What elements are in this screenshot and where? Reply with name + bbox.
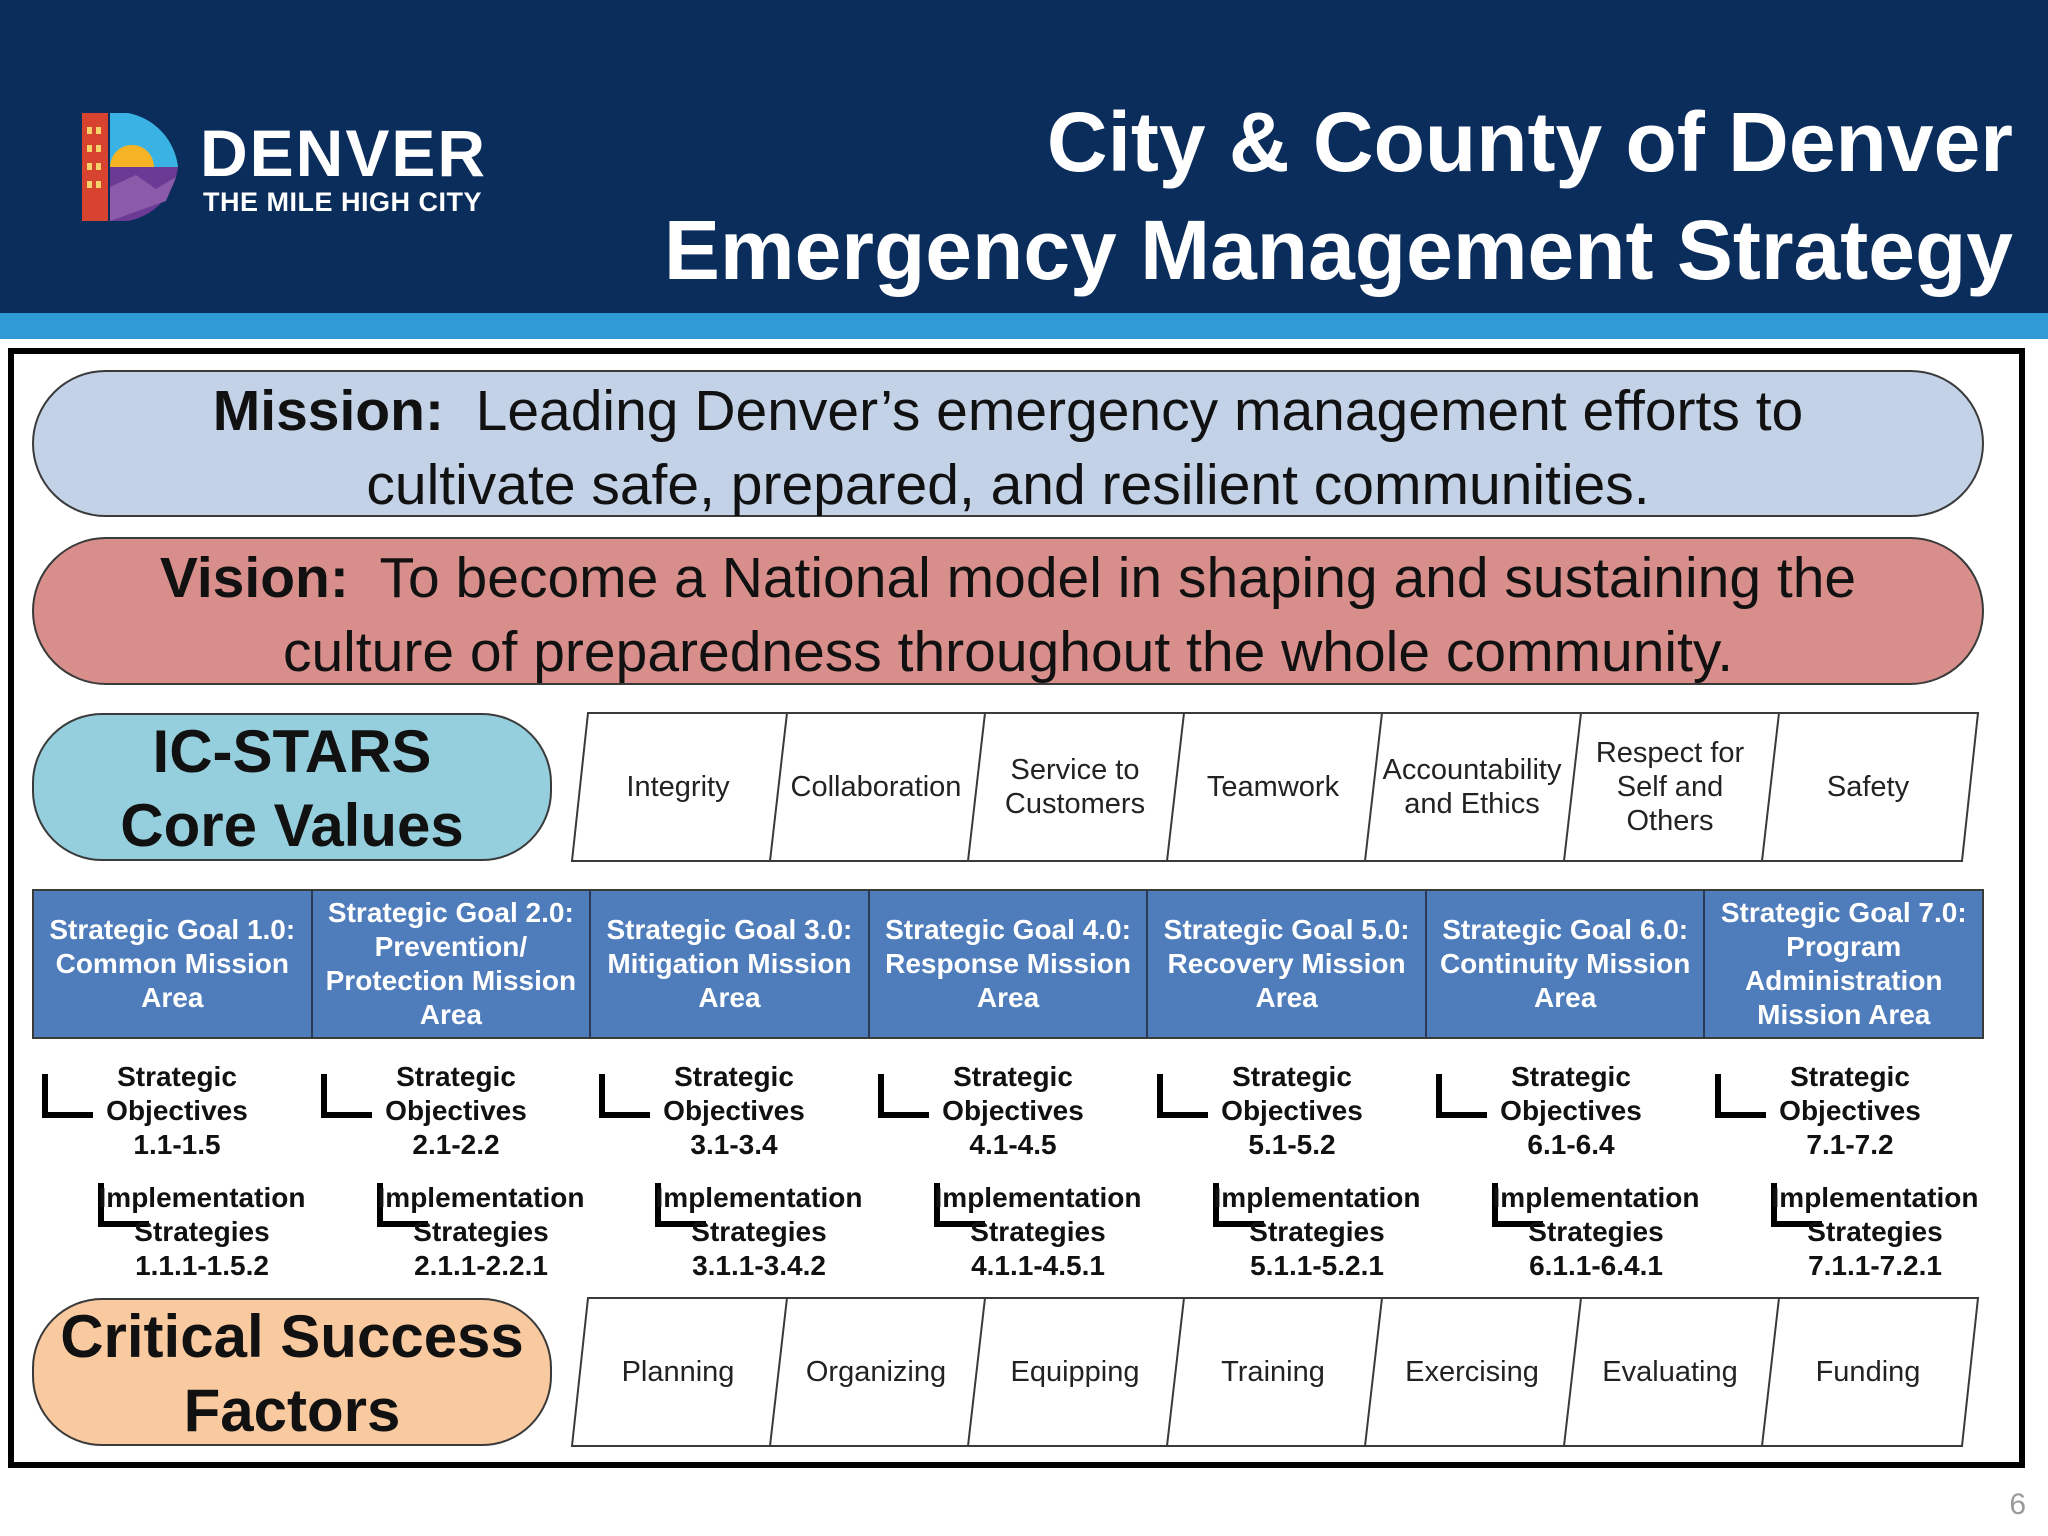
strategies-range: 6.1.1-6.4.1	[1529, 1250, 1663, 1281]
objectives-range: 4.1-4.5	[969, 1129, 1057, 1160]
header-accent-stripe	[0, 313, 2048, 339]
objectives-label: Strategic Objectives	[1221, 1061, 1363, 1126]
mission-label: Mission:	[212, 379, 444, 443]
strategies-label: Implementation Strategies	[1492, 1182, 1700, 1247]
mission-line1: Leading Denver’s emergency management efforts to	[475, 379, 1804, 443]
goal-name: Recovery Mission Area	[1167, 948, 1406, 1013]
strategies-label: Implementation Strategies	[655, 1182, 863, 1247]
goal-name: Prevention/ Protection Mission Area	[325, 931, 577, 1030]
denver-logo-icon	[80, 105, 180, 227]
objectives-label: Strategic Objectives	[385, 1061, 527, 1126]
core-value-item: Collaboration	[790, 771, 962, 803]
strategies-label: Implementation Strategies	[98, 1182, 306, 1247]
vision-line1: To become a National model in shaping and sustaining the	[379, 546, 1857, 610]
implementation-strategies-1	[32, 1181, 311, 1291]
objectives-label: Strategic Objectives	[106, 1061, 248, 1126]
csf-title-line1: Critical Success	[60, 1303, 524, 1370]
objectives-range: 1.1-1.5	[133, 1129, 221, 1160]
csf-item: Exercising	[1405, 1356, 1539, 1388]
strategic-objectives-2	[311, 1060, 590, 1170]
strategic-objectives-4	[868, 1060, 1147, 1170]
objectives-range: 6.1-6.4	[1527, 1129, 1615, 1160]
objectives-label: Strategic Objectives	[1779, 1061, 1921, 1126]
objectives-label: Strategic Objectives	[942, 1061, 1084, 1126]
strategic-goal-3	[591, 891, 870, 1037]
strategies-range: 5.1.1-5.2.1	[1250, 1250, 1384, 1281]
strategic-goal-4	[870, 891, 1149, 1037]
strategies-range: 3.1.1-3.4.2	[692, 1250, 826, 1281]
core-value-item: Respect for Self and Others	[1595, 737, 1745, 837]
strategic-goal-1	[34, 891, 313, 1037]
critical-success-factors-title	[32, 1298, 552, 1446]
core-values-title-line1: IC-STARS	[152, 718, 432, 785]
objectives-label: Strategic Objectives	[1500, 1061, 1642, 1126]
goal-name: Program Administration Mission Area	[1744, 931, 1943, 1030]
goal-name: Common Mission Area	[55, 948, 289, 1013]
core-value-item: Service to Customers	[1004, 754, 1146, 820]
implementation-strategies-3	[589, 1181, 868, 1291]
core-value-item: Accountability and Ethics	[1382, 754, 1562, 820]
strategic-objectives-1	[32, 1060, 311, 1170]
objectives-range: 5.1-5.2	[1248, 1129, 1336, 1160]
vision-label: Vision:	[159, 546, 349, 610]
strategies-range: 7.1.1-7.2.1	[1808, 1250, 1942, 1281]
implementation-strategies-5	[1147, 1181, 1426, 1291]
objectives-range: 2.1-2.2	[412, 1129, 500, 1160]
goal-name: Continuity Mission Area	[1439, 948, 1691, 1013]
goal-heading: Strategic Goal 4.0:	[885, 914, 1131, 945]
page-number: 6	[2009, 1488, 2026, 1521]
strategies-label: Implementation Strategies	[1213, 1182, 1421, 1247]
strategic-goal-6	[1427, 891, 1706, 1037]
csf-item: Funding	[1815, 1356, 1921, 1388]
strategic-objectives-7	[1705, 1060, 1984, 1170]
brand-name: DENVER	[200, 116, 488, 190]
strategies-range: 4.1.1-4.5.1	[971, 1250, 1105, 1281]
implementation-strategies-6	[1426, 1181, 1705, 1291]
strategies-label: Implementation Strategies	[1771, 1182, 1979, 1247]
csf-title-line2: Factors	[183, 1377, 401, 1444]
core-values-title	[32, 713, 552, 861]
header-banner	[0, 0, 2048, 313]
strategic-objectives-6	[1426, 1060, 1705, 1170]
csf-item: Equipping	[1010, 1356, 1140, 1388]
mission-line2: cultivate safe, prepared, and resilient communities.	[366, 453, 1650, 517]
vision-statement	[32, 537, 1984, 685]
csf-item: Evaluating	[1602, 1356, 1738, 1388]
implementation-strategies-7	[1705, 1181, 1984, 1291]
core-values-title-line2: Core Values	[120, 792, 464, 859]
strategies-label: Implementation Strategies	[934, 1182, 1142, 1247]
page-title-line1: City & County of Denver	[1046, 95, 2013, 189]
goal-heading: Strategic Goal 2.0:	[327, 897, 574, 928]
strategic-objectives-5	[1147, 1060, 1426, 1170]
strategies-range: 2.1.1-2.2.1	[414, 1250, 548, 1281]
csf-item: Planning	[621, 1356, 735, 1388]
mission-statement	[32, 370, 1984, 517]
implementation-strategies-2	[311, 1181, 590, 1291]
goal-heading: Strategic Goal 1.0:	[49, 914, 296, 945]
strategic-goals-row	[32, 889, 1984, 1039]
strategic-goal-2	[313, 891, 592, 1037]
core-value-item: Safety	[1826, 771, 1910, 803]
brand-tagline: THE MILE HIGH CITY	[203, 187, 482, 217]
goal-name: Mitigation Mission Area	[607, 948, 852, 1013]
csf-item: Training	[1221, 1356, 1325, 1388]
csf-item: Organizing	[805, 1356, 947, 1388]
vision-line2: culture of preparedness throughout the whole community.	[282, 620, 1734, 684]
page-title-line2: Emergency Management Strategy	[663, 203, 2013, 297]
strategies-range: 1.1.1-1.5.2	[135, 1250, 269, 1281]
goal-name: Response Mission Area	[885, 948, 1131, 1013]
strategies-label: Implementation Strategies	[377, 1182, 585, 1247]
implementation-strategies-4	[868, 1181, 1147, 1291]
objectives-label: Strategic Objectives	[663, 1061, 805, 1126]
goal-heading: Strategic Goal 7.0:	[1720, 897, 1967, 928]
goal-heading: Strategic Goal 6.0:	[1442, 914, 1689, 945]
core-value-item: Teamwork	[1206, 771, 1340, 803]
objectives-range: 7.1-7.2	[1806, 1129, 1894, 1160]
csf-row	[570, 1297, 1980, 1447]
strategic-goal-5	[1148, 891, 1427, 1037]
goal-heading: Strategic Goal 3.0:	[606, 914, 853, 945]
strategic-objectives-3	[589, 1060, 868, 1170]
strategic-goal-7	[1705, 891, 1982, 1037]
core-value-item: Integrity	[626, 771, 730, 803]
goal-heading: Strategic Goal 5.0:	[1163, 914, 1410, 945]
core-values-row	[570, 712, 1980, 862]
objectives-range: 3.1-3.4	[690, 1129, 778, 1160]
